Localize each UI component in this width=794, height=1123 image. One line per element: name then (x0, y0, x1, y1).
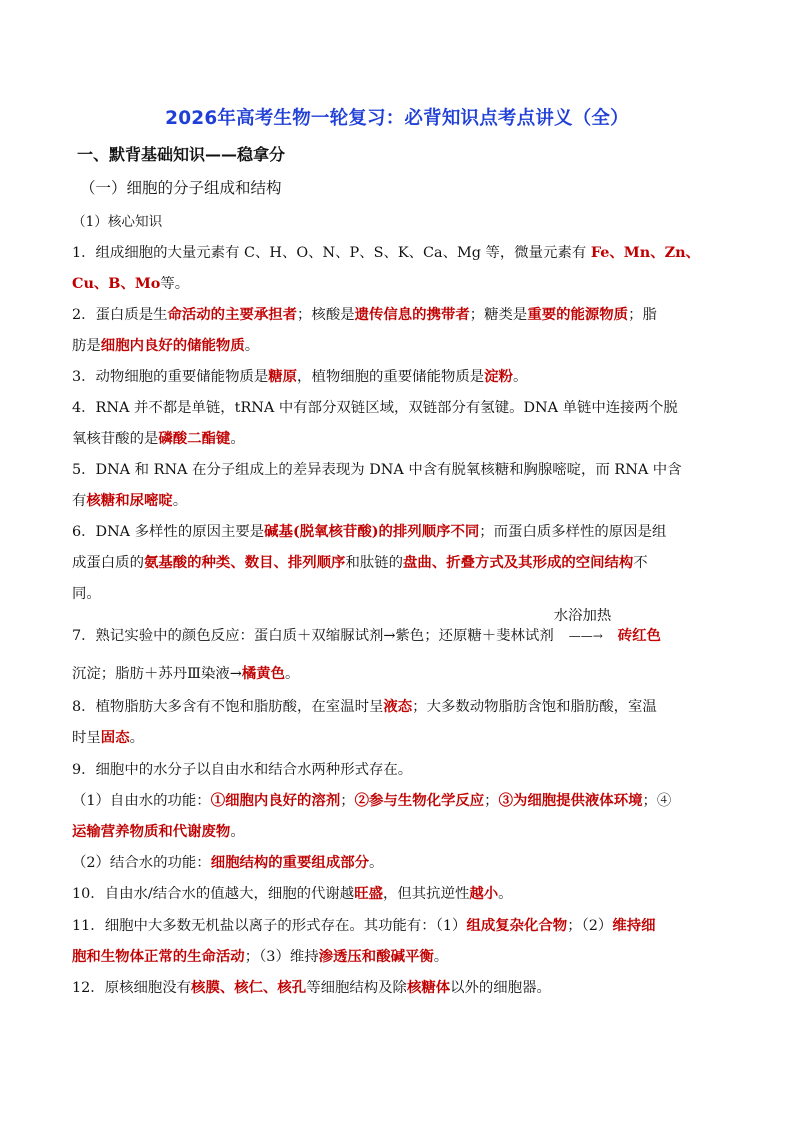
item-1-line-2: Cu、B、Mo等。 (72, 275, 190, 292)
arrow-condition-label: 水浴加热 (553, 608, 612, 624)
item-2-line-1: 2．蛋白质是生命活动的主要承担者；核酸是遗传信息的携带者；糖类是重要的能源物质；脂 (72, 306, 657, 323)
item-5-line-2: 有核糖和尿嘧啶。 (72, 492, 188, 509)
item-1-line-1: 1．组成细胞的大量元素有 C、H、O、N、P、S、K、Ca、Mg 等，微量元素有 Fe、Mn、Zn、 (72, 244, 700, 261)
item-6-line-2: 成蛋白质的氨基酸的种类、数目、排列顺序和肽链的盘曲、折叠方式及其形成的空间结构不 (72, 554, 648, 571)
section-heading: 一、默背基础知识——稳拿分 (77, 145, 286, 164)
item-6-line-1: 6．DNA 多样性的原因主要是碱基(脱氧核苷酸)的排列顺序不同；而蛋白质多样性的原因是组 (72, 523, 667, 540)
document-title: 2026年高考生物一轮复习：必背知识点考点讲义（全） (165, 108, 629, 129)
item-4-line-1: 4．RNA 并不都是单链，tRNA 中有部分双链区域，双链部分有氢键。DNA 单链中连接两个脱 (72, 400, 678, 416)
item-7-line-1: 7．熟记实验中的颜色反应：蛋白质＋双缩脲试剂→紫色；还原糖＋斐林试剂 水浴加热 ——→ 砖红色 (72, 608, 661, 644)
item-6-line-3: 同。 (72, 586, 101, 602)
subsection-heading: （一）细胞的分子组成和结构 (80, 179, 282, 197)
item-7-line-2: 沉淀；脂肪＋苏丹Ⅲ染液→橘黄色。 (72, 665, 300, 682)
reaction-arrow: 水浴加热 ——→ (554, 626, 618, 646)
item-8-line-2: 时呈固态。 (72, 729, 144, 746)
item-10: 10．自由水/结合水的值越大，细胞的代谢越旺盛，但其抗逆性越小。 (72, 885, 513, 902)
item-9-1-line-1: （1）自由水的功能：①细胞内良好的溶剂；②参与生物化学反应；③为细胞提供液体环境；④ (72, 792, 672, 809)
item-11-line-2: 胞和生物体正常的生命活动；（3）维持渗透压和酸碱平衡。 (72, 948, 449, 965)
item-3: 3．动物细胞的重要储能物质是糖原，植物细胞的重要储能物质是淀粉。 (72, 368, 528, 385)
item-9-1-line-2: 运输营养物质和代谢废物。 (72, 823, 245, 840)
item-9-2: （2）结合水的功能：细胞结构的重要组成部分。 (72, 854, 384, 871)
item-12: 12．原核细胞没有核膜、核仁、核孔等细胞结构及除核糖体以外的细胞器。 (72, 979, 551, 996)
item-8-line-1: 8．植物脂肪大多含有不饱和脂肪酸，在室温时呈液态；大多数动物脂肪含饱和脂肪酸，室温 (72, 698, 657, 715)
item-2-line-2: 肪是细胞内良好的储能物质。 (72, 337, 260, 354)
item-11-line-1: 11．细胞中大多数无机盐以离子的形式存在。其功能有：（1）组成复杂化合物；（2）维持细 (72, 917, 656, 934)
item-5-line-1: 5．DNA 和 RNA 在分子组成上的差异表现为 DNA 中含有脱氧核糖和胸腺嘧啶，而 RNA 中含 (72, 462, 682, 478)
core-knowledge-label: （1）核心知识 (72, 214, 163, 230)
item-9: 9．细胞中的水分子以自由水和结合水两种形式存在。 (72, 762, 413, 778)
item-4-line-2: 氧核苷酸的是磷酸二酯键。 (72, 430, 245, 447)
